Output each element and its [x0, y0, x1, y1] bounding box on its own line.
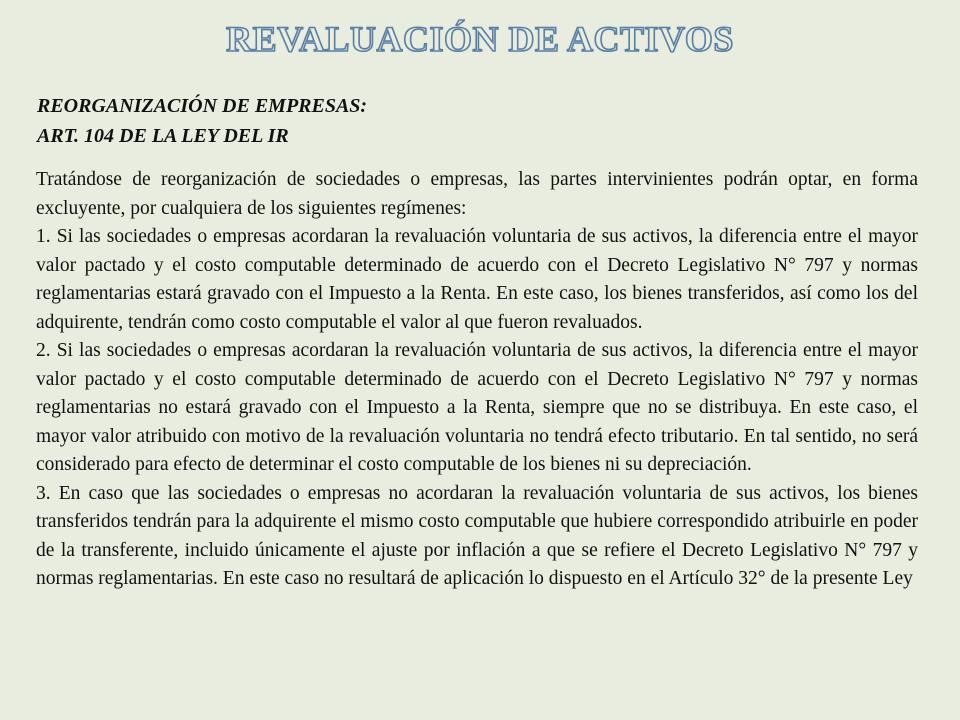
intro-paragraph: Tratándose de reorganización de sociedades o empresas, las partes intervinientes podrán optar, en forma excluyente, por cualquiera de los siguientes regímenes:	[36, 169, 918, 219]
subheading-article: ART. 104 DE LA LEY DEL IR	[37, 125, 289, 147]
regime-item-1: 1. Si las sociedades o empresas acordaran la revaluación voluntaria de sus activos, la diferencia entre el mayor valor pactado y el costo computable determinado de acuerdo con el Decreto Legislativo N° 797 y normas reglamentarias estará gravado con el Impuesto a la Renta. En este caso, los bienes transferidos, así como los del adquirente, tendrán como costo computable el valor al que fueron revaluados.	[36, 226, 918, 333]
slide-title: REVALUACIÓN DE ACTIVOS	[226, 19, 734, 59]
body-text	[36, 166, 918, 594]
regime-item-2: 2. Si las sociedades o empresas acordaran la revaluación voluntaria de sus activos, la diferencia entre el mayor valor pactado y el costo computable determinado de acuerdo con el Decreto Legislativo N° 797 y normas reglamentarias no estará gravado con el Impuesto a la Renta, siempre que no se distribuya. En este caso, el mayor valor atribuido con motivo de la revaluación voluntaria no tendrá efecto tributario. En tal sentido, no será considerado para efecto de determinar el costo computable de los bienes ni su depreciación.	[36, 340, 918, 475]
regime-item-3: 3. En caso que las sociedades o empresas no acordaran la revaluación voluntaria de sus activos, los bienes transferidos tendrán para la adquirente el mismo costo computable que hubiere correspondido atribuirle en poder de la transferente, incluido únicamente el ajuste por inflación a que se refiere el Decreto Legislativo N° 797 y normas reglamentarias. En este caso no resultará de aplicación lo dispuesto en el Artículo 32° de la presente Ley	[36, 482, 918, 589]
subheading-reorganizacion: REORGANIZACIÓN DE EMPRESAS:	[37, 95, 368, 117]
